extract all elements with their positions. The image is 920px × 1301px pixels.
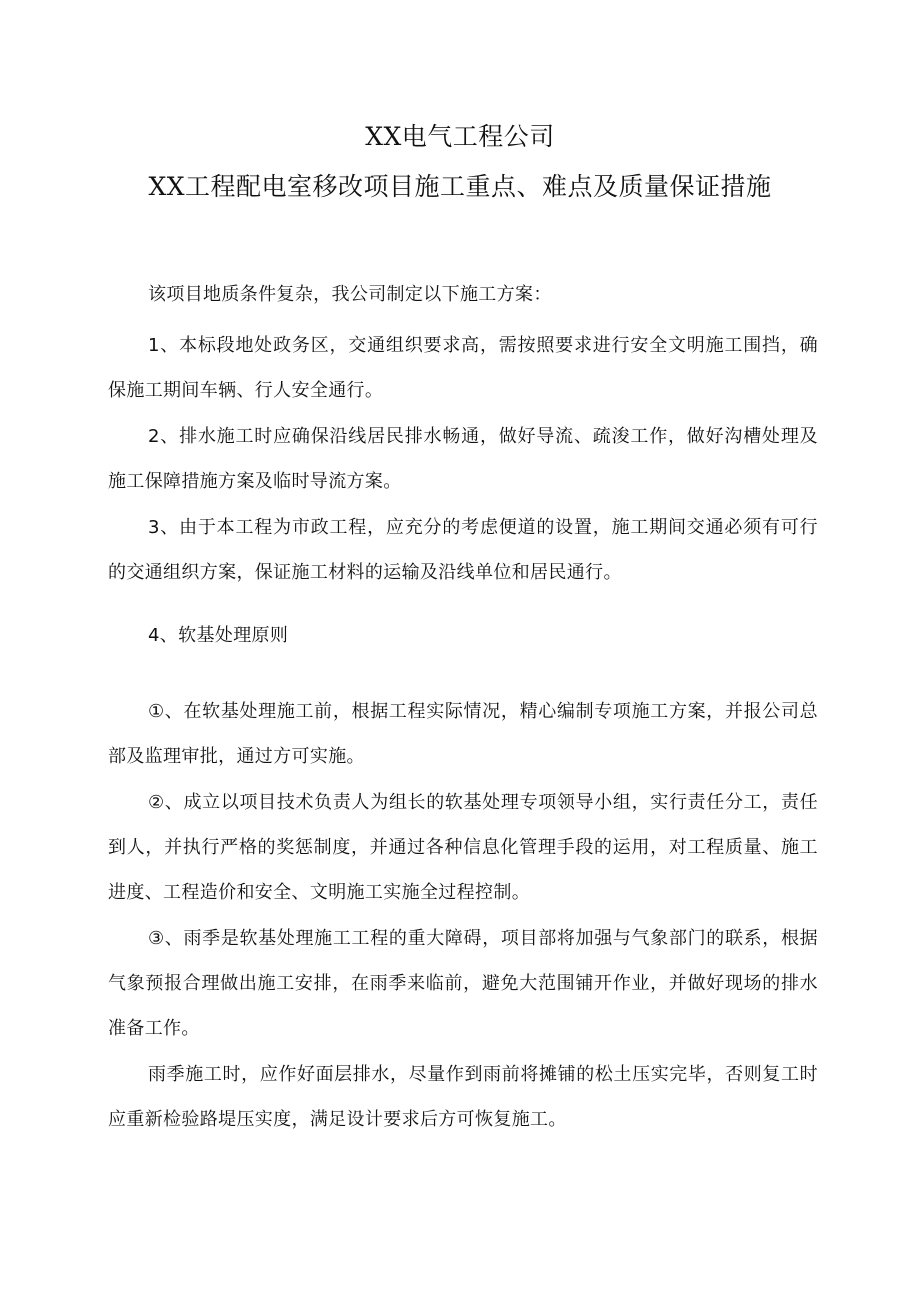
item-4-heading: 4、软基处理原则 [148,625,289,646]
intro-paragraph: 该项目地质条件复杂，我公司制定以下施工方案： [148,284,552,305]
soft-base-point-1: ①、在软基处理施工前，根据工程实际情况，精心编制专项施工方案，并报公司总部及监理审批，通过方可实施。 [108,701,818,767]
project-title: XX工程配电室移改项目施工重点、难点及质量保证措施 [148,172,772,201]
rainy-season-paragraph: 雨季施工时，应作好面层排水，尽量作到雨前将摊铺的松土压实完毕，否则复工时应重新检验路堤压实度，满足设计要求后方可恢复施工。 [108,1064,818,1130]
item-2-paragraph: 2、排水施工时应确保沿线居民排水畅通，做好导流、疏浚工作，做好沟槽处理及施工保障措施方案及临时导流方案。 [108,426,818,492]
company-title: XX电气工程公司 [365,122,555,151]
soft-base-point-2: ②、成立以项目技术负责人为组长的软基处理专项领导小组，实行责任分工，责任到人，并执行严格的奖惩制度，并通过各种信息化管理手段的运用，对工程质量、施工进度、工程造价和安全、文明施工实施全过程控制。 [108,792,818,903]
item-1-paragraph: 1、本标段地处政务区，交通组织要求高，需按照要求进行安全文明施工围挡，确保施工期间车辆、行人安全通行。 [108,335,818,401]
item-3-paragraph: 3、由于本工程为市政工程，应充分的考虑便道的设置，施工期间交通必须有可行的交通组织方案，保证施工材料的运输及沿线单位和居民通行。 [108,517,818,583]
soft-base-point-3: ③、雨季是软基处理施工工程的重大障碍，项目部将加强与气象部门的联系，根据气象预报合理做出施工安排，在雨季来临前，避免大范围铺开作业，并做好现场的排水准备工作。 [108,928,818,1039]
